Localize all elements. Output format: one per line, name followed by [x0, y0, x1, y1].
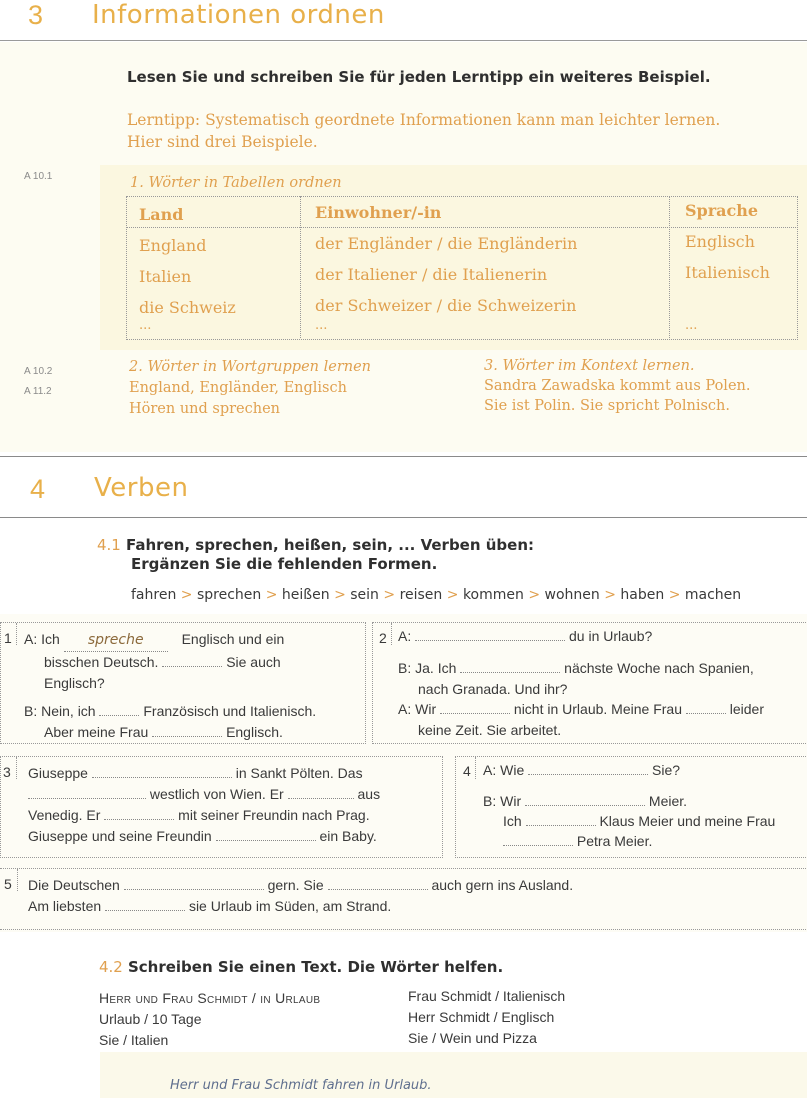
text: in Sankt Pölten. Das [235, 765, 363, 781]
table-cell: ... [139, 318, 152, 333]
text: Englisch? [44, 675, 105, 691]
verb-item: heißen [281, 587, 330, 603]
verb-item: haben [620, 587, 665, 603]
lerntipp [127, 109, 720, 153]
arrow-icon: > [265, 587, 278, 603]
verb-item: fahren [131, 587, 177, 603]
exercise-1-b [24, 701, 316, 743]
answer-gap[interactable] [28, 798, 146, 799]
text: westlich von Wien. Er [149, 786, 284, 802]
text: Petra Meier. [576, 833, 653, 849]
text: leider [729, 701, 765, 717]
tip-1-title: 1. Wörter in Tabellen ordnen [130, 175, 342, 191]
num-divider [17, 869, 18, 891]
text: du in Urlaub? [569, 628, 653, 644]
cue-item: Frau Schmidt / Italienisch [408, 988, 566, 1004]
speaker-label: A: [398, 701, 412, 717]
answer-gap[interactable] [288, 798, 354, 799]
answer-gap[interactable] [216, 840, 316, 841]
section-3-top-rule [0, 40, 807, 41]
answer-gap[interactable] [526, 825, 596, 826]
task-4-1-line-2: Ergänzen Sie die fehlenden Formen. [131, 555, 438, 573]
section-4-number: 4 [30, 474, 46, 504]
table-header-land: Land [139, 205, 184, 224]
text: mit seiner Freundin nach Prag. [178, 807, 370, 823]
table-cell: ... [315, 318, 328, 333]
exercise-2-a [398, 628, 652, 644]
text: Ich [41, 631, 60, 647]
table-cell: Englisch [685, 232, 755, 251]
speaker-label: A: [483, 762, 497, 778]
cue-item: Herr Schmidt / Englisch [408, 1009, 555, 1025]
table-cell: der Italiener / die Italienerin [315, 265, 548, 284]
text: Sie auch [226, 654, 281, 670]
exercise-3-number: 3 [3, 764, 11, 780]
verb-item: sein [350, 587, 379, 603]
task-4-1-header [97, 535, 534, 554]
table-cell: die Schweiz [139, 298, 236, 317]
num-divider [475, 757, 476, 779]
verb-item: wohnen [544, 587, 600, 603]
tip-2-title: 2. Wörter in Wortgruppen lernen [129, 359, 372, 375]
text: Die Deutschen [28, 877, 120, 893]
verb-item: reisen [399, 587, 443, 603]
speaker-label: A: [398, 628, 412, 644]
margin-ref-a10-2: A 10.2 [24, 366, 53, 377]
text: Wie [500, 762, 525, 778]
table-header-einwohner: Einwohner/-in [315, 203, 442, 222]
num-divider [16, 757, 17, 779]
text: nächste Woche nach Spanien, [564, 660, 754, 676]
table-cell: England [139, 236, 207, 255]
section-3-title: Informationen ordnen [92, 0, 385, 30]
text: Am liebsten [28, 898, 102, 914]
exercise-5-text [28, 875, 573, 917]
exercise-5-number: 5 [4, 876, 12, 892]
answer-gap[interactable] [525, 805, 645, 806]
speaker-label: A: [24, 631, 38, 647]
exercise-4-b [483, 791, 775, 851]
text: sie Urlaub im Süden, am Strand. [188, 898, 392, 914]
text: Französisch und Italienisch. [143, 703, 317, 719]
tip-3-line-1: Sandra Zawadska kommt aus Polen. [484, 378, 751, 394]
answer-gap[interactable] [328, 889, 428, 890]
cue-item: Sie / Wein und Pizza [408, 1030, 537, 1046]
tip-2-line-2: Hören und sprechen [129, 401, 281, 417]
answer-gap[interactable] [104, 819, 174, 820]
table-header-divider [126, 227, 796, 228]
exercise-1-text [24, 629, 362, 694]
text: Venedig. Er [28, 807, 101, 823]
margin-ref-a11-2: A 11.2 [24, 386, 52, 397]
verb-list [131, 587, 741, 603]
answer-gap[interactable] [503, 845, 573, 846]
answer-gap[interactable] [124, 889, 264, 890]
text: Ja. Ich [415, 660, 457, 676]
handwritten-sentence: Herr und Frau Schmidt fahren in Urlaub. [170, 1078, 432, 1093]
text: Nein, ich [41, 703, 96, 719]
lerntipp-text: Systematisch geordnete Informationen kann man leichter lernen. [205, 111, 721, 129]
task-4-1-number: 4.1 [97, 536, 121, 554]
num-divider [391, 623, 392, 645]
arrow-icon: > [528, 587, 541, 603]
answer-gap[interactable] [99, 715, 139, 716]
section-4-title: Verben [94, 473, 189, 503]
text: aus [357, 786, 381, 802]
arrow-icon: > [668, 587, 681, 603]
text: Englisch und ein [181, 631, 285, 647]
answer-gap[interactable] [64, 629, 168, 652]
cue-list-left [99, 988, 320, 1051]
arrow-icon: > [446, 587, 459, 603]
answer-gap[interactable] [105, 910, 185, 911]
table-col-divider-2 [669, 196, 670, 338]
exercise-2-a2 [398, 699, 764, 741]
table-header-sprache: Sprache [685, 201, 759, 220]
table-cell: ... [685, 318, 698, 333]
answer-gap[interactable] [92, 777, 232, 778]
verb-item: sprechen [196, 587, 262, 603]
text: Wir [415, 701, 437, 717]
task-4-2-header [99, 957, 503, 976]
arrow-icon: > [180, 587, 193, 603]
cue-item: Herr und Frau Schmidt / in Urlaub [99, 990, 321, 1006]
verb-item: machen [684, 587, 742, 603]
lerntipp-text-2: Hier sind drei Beispiele. [127, 133, 318, 151]
task-4-1-line-1: Fahren, sprechen, heißen, sein, ... Verben üben: [125, 536, 535, 554]
text: Wir [500, 793, 522, 809]
section-3-number: 3 [28, 0, 44, 30]
section-4-top-rule [0, 456, 807, 457]
speaker-label: B: [483, 793, 497, 809]
tip-3-line-2: Sie ist Polin. Sie spricht Polnisch. [484, 398, 730, 414]
answer-gap[interactable] [440, 713, 510, 714]
section-3-instruction: Lesen Sie und schreiben Sie für jeden Lerntipp ein weiteres Beispiel. [127, 68, 711, 86]
text: bisschen Deutsch. [44, 654, 159, 670]
lerntipp-label: Lerntipp: [127, 111, 201, 129]
verb-item: kommen [462, 587, 524, 603]
cue-list-right [408, 986, 565, 1049]
exercise-4-number: 4 [463, 763, 471, 779]
cue-item: Urlaub / 10 Tage [99, 1011, 202, 1027]
tip-2-line-1: England, Engländer, Englisch [129, 380, 347, 396]
answer-gap[interactable] [528, 774, 648, 775]
tip-3-title: 3. Wörter im Kontext lernen. [484, 358, 695, 374]
text: nicht in Urlaub. Meine Frau [513, 701, 682, 717]
section-4-title-rule [0, 517, 807, 518]
arrow-icon: > [334, 587, 346, 603]
answer-gap[interactable] [152, 736, 222, 737]
answer-gap[interactable] [162, 666, 222, 667]
exercise-2-number: 2 [379, 630, 387, 646]
text: ein Baby. [319, 828, 377, 844]
text: Sie? [652, 762, 681, 778]
speaker-label: B: [24, 703, 38, 719]
table-cell: der Schweizer / die Schweizerin [315, 296, 577, 315]
table-col-divider-1 [300, 196, 301, 338]
margin-ref-a10-1: A 10.1 [24, 171, 53, 182]
task-4-2-text: Schreiben Sie einen Text. Die Wörter helfen. [127, 958, 504, 976]
arrow-icon: > [383, 587, 396, 603]
text: Ich [503, 813, 522, 829]
text: Klaus Meier und meine Frau [599, 813, 776, 829]
num-divider [16, 623, 17, 645]
text: keine Zeit. Sie arbeitet. [418, 722, 562, 738]
table-cell: Italienisch [685, 263, 770, 282]
text: Giuseppe und seine Freundin [28, 828, 212, 844]
text: Englisch. [226, 724, 283, 740]
text: nach Granada. Und ihr? [418, 681, 568, 697]
text: Giuseppe [28, 765, 88, 781]
table-cell: Italien [139, 267, 192, 286]
exercise-3-text [28, 763, 438, 847]
answer-gap[interactable] [415, 640, 565, 641]
answer-gap[interactable] [686, 713, 726, 714]
table-cell: der Engländer / die Engländerin [315, 234, 578, 253]
speaker-label: B: [398, 660, 412, 676]
text: auch gern ins Ausland. [431, 877, 574, 893]
text: gern. Sie [267, 877, 324, 893]
answer-gap[interactable] [460, 672, 560, 673]
text: Meier. [648, 793, 688, 809]
cue-item: Sie / Italien [99, 1032, 169, 1048]
task-4-2-number: 4.2 [99, 958, 123, 976]
exercise-2-b [398, 658, 754, 700]
exercise-4-a [483, 762, 680, 778]
text: Aber meine Frau [44, 724, 149, 740]
arrow-icon: > [604, 587, 616, 603]
exercise-1-number: 1 [4, 630, 12, 646]
handwritten-answer: spreche [87, 632, 144, 648]
